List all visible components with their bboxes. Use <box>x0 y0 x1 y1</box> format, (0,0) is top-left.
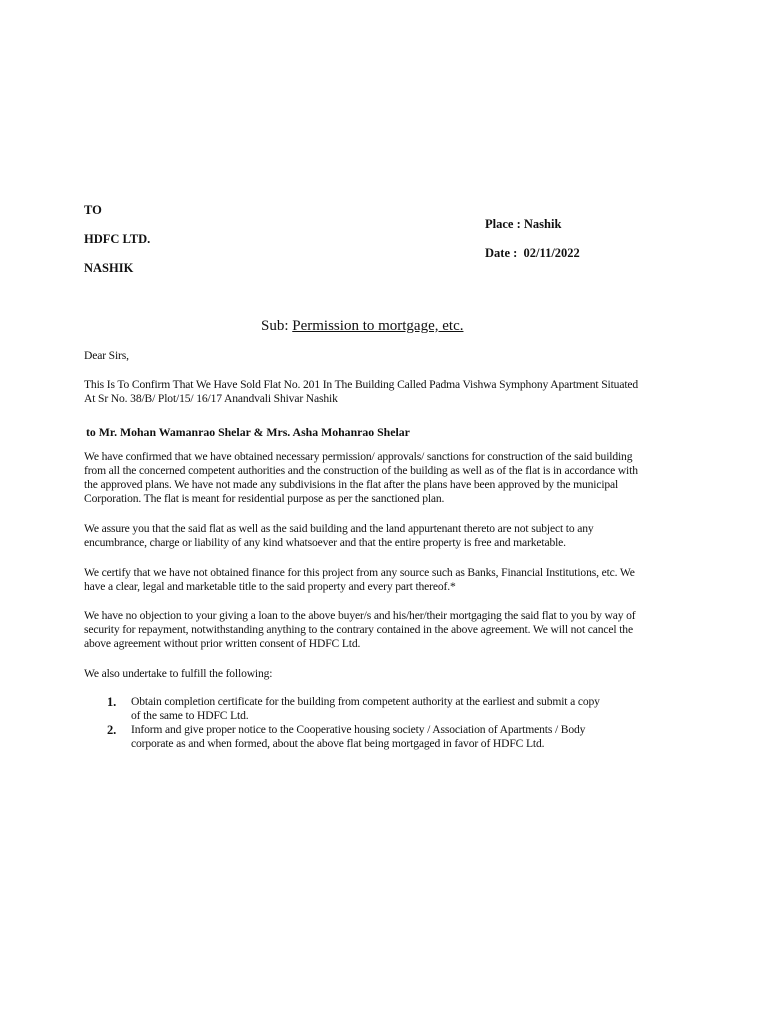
salutation: Dear Sirs, <box>84 349 129 362</box>
recipient-to: TO <box>84 203 102 217</box>
encumbrance-paragraph <box>84 522 714 550</box>
list-item-text <box>131 723 585 751</box>
paragraph-line: the approved plans. We have not made any subdivisions in the flat after the plans have been approved by the municipal <box>84 478 619 491</box>
paragraph-line: of the same to HDFC Ltd. <box>131 709 249 722</box>
date-label: Date : <box>485 246 518 260</box>
approvals-paragraph <box>84 450 714 506</box>
paragraph-line: encumbrance, charge or liability of any kind whatsoever and that the entire property is free and marketable. <box>84 536 566 549</box>
paragraph-line: Obtain completion certificate for the building from competent authority at the earliest and submit a copy <box>131 695 600 708</box>
recipient-city: NASHIK <box>84 261 134 275</box>
paragraph-line: This Is To Confirm That We Have Sold Flat No. 201 In The Building Called Padma Vishwa Symphony Apartment Situated <box>84 378 639 391</box>
paragraph-line: corporate as and when formed, about the above flat being mortgaged in favor of HDFC Ltd. <box>131 737 545 750</box>
place-label: Place : <box>485 217 521 231</box>
list-number: 1. <box>107 695 117 709</box>
paragraph-line: above agreement without prior written consent of HDFC Ltd. <box>84 637 361 650</box>
paragraph-line: We have no objection to your giving a loan to the above buyer/s and his/her/their mortgaging the said flat to you by way of <box>84 609 636 622</box>
place-line <box>485 217 561 232</box>
paragraph-line: Corporation. The flat is meant for residential purpose as per the sanctioned plan. <box>84 492 445 505</box>
no-objection-paragraph <box>84 609 714 651</box>
paragraph-line: have a clear, legal and marketable title to the said property and every part thereof.* <box>84 580 456 593</box>
paragraph-line: At Sr No. 38/B/ Plot/15/ 16/17 Anandvali Shivar Nashik <box>84 392 338 405</box>
paragraph-line: from all the concerned competent authorities and the construction of the building as well as of the flat is in accordance with <box>84 464 638 477</box>
paragraph-line: We certify that we have not obtained finance for this project from any source such as Banks, Financial Institutions, etc. We <box>84 566 635 579</box>
confirmation-paragraph <box>84 378 714 406</box>
finance-paragraph <box>84 566 714 594</box>
list-number: 2. <box>107 723 117 737</box>
paragraph-line: security for repayment, notwithstanding anything to the contrary contained in the above agreement. We will not cancel the <box>84 623 633 636</box>
list-item-text <box>131 695 600 723</box>
date-value: 02/11/2022 <box>523 246 580 260</box>
subject-text: Permission to mortgage, etc. <box>292 318 464 334</box>
paragraph-line: We have confirmed that we have obtained necessary permission/ approvals/ sanctions for construction of the said building <box>84 450 633 463</box>
paragraph-line: We also undertake to fulfill the following: <box>84 667 273 680</box>
paragraph-line: Inform and give proper notice to the Cooperative housing society / Association of Apartments / Body <box>131 723 586 736</box>
undertake-paragraph <box>84 667 714 681</box>
subject-prefix: Sub: <box>261 318 289 334</box>
place-value: Nashik <box>523 217 562 231</box>
recipient-company: HDFC LTD. <box>84 232 151 246</box>
subject-line <box>261 318 463 335</box>
date-line <box>485 246 580 261</box>
buyer-line: to Mr. Mohan Wamanrao Shelar & Mrs. Asha Mohanrao Shelar <box>86 425 410 439</box>
paragraph-line: We assure you that the said flat as well as the said building and the land appurtenant thereto are not subject to any <box>84 522 594 535</box>
